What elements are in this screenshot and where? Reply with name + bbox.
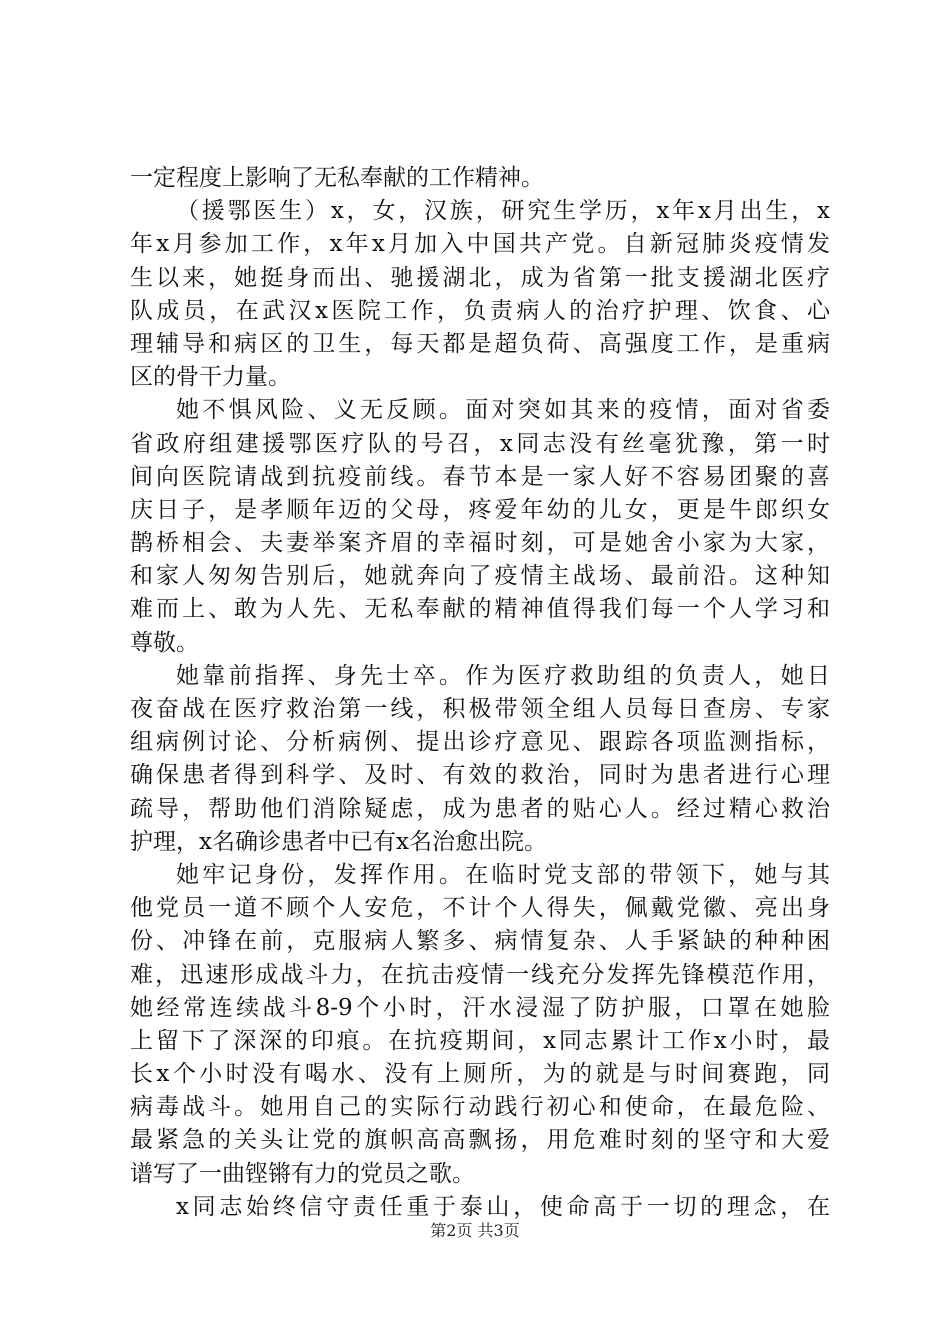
text-line: 理辅导和病区的卫生，每天都是超负荷、高强度工作，是重病	[130, 330, 830, 357]
text-line: 最紧急的关头让党的旗帜高高飘扬，用危难时刻的坚守和大爱	[130, 1127, 830, 1154]
text-line: 上留下了深深的印痕。在抗疫期间，x同志累计工作x小时，最	[130, 1027, 830, 1054]
text-line: 长x个小时没有喝水、没有上厕所，为的就是与时间赛跑，同	[130, 1061, 830, 1088]
text-line: 疏导，帮助他们消除疑虑，成为患者的贴心人。经过精心救治	[130, 795, 830, 822]
text-line: 份、冲锋在前，克服病人繁多、病情复杂、人手紧缺的种种困	[130, 928, 830, 955]
paragraph-start-line: （援鄂医生）x，女，汉族，研究生学历，x年x月出生，x	[176, 198, 830, 225]
text-line: 队成员，在武汉x医院工作，负责病人的治疗护理、饮食、心	[130, 297, 830, 324]
text-line: 年x月参加工作，x年x月加入中国共产党。自新冠肺炎疫情发	[130, 231, 830, 258]
text-line: 确保患者得到科学、及时、有效的救治，同时为患者进行心理	[130, 762, 830, 789]
text-line: 一定程度上影响了无私奉献的工作精神。	[130, 165, 544, 191]
text-line: 庆日子，是孝顺年迈的父母，疼爱年幼的儿女，更是牛郎织女	[130, 496, 830, 523]
text-line: 生以来，她挺身而出、驰援湖北，成为省第一批支援湖北医疗	[130, 264, 830, 291]
text-line: 组病例讨论、分析病例、提出诊疗意见、跟踪各项监测指标，	[130, 729, 830, 756]
paragraph-start-line: 她靠前指挥、身先士卒。作为医疗救助组的负责人，她日	[176, 662, 830, 689]
text-line: 区的骨干力量。	[130, 364, 291, 391]
document-body	[130, 162, 830, 1224]
text-line: 尊敬。	[130, 629, 199, 656]
text-line: 省政府组建援鄂医疗队的号召，x同志没有丝毫犹豫，第一时	[130, 430, 830, 457]
text-line: 间向医院请战到抗疫前线。春节本是一家人好不容易团聚的喜	[130, 463, 830, 490]
text-line: 她经常连续战斗8-9个小时，汗水浸湿了防护服，口罩在她脸	[130, 994, 830, 1021]
text-line: 病毒战斗。她用自己的实际行动践行初心和使命，在最危险、	[130, 1094, 830, 1121]
text-line: 他党员一道不顾个人安危，不计个人得失，佩戴党徽、亮出身	[130, 895, 830, 922]
text-line: 鹊桥相会、夫妻举案齐眉的幸福时刻，可是她舍小家为大家，	[130, 530, 830, 557]
text-line: 和家人匆匆告别后，她就奔向了疫情主战场、最前沿。这种知	[130, 563, 830, 590]
text-line: 谱写了一曲铿锵有力的党员之歌。	[130, 1160, 475, 1187]
paragraph-start-line: 她牢记身份，发挥作用。在临时党支部的带领下，她与其	[176, 861, 830, 888]
text-line: 难而上、敢为人先、无私奉献的精神值得我们每一个人学习和	[130, 596, 830, 623]
text-line: 护理，x名确诊患者中已有x名治愈出院。	[130, 828, 547, 855]
paragraph-start-line: x同志始终信守责任重于泰山，使命高于一切的理念，在	[176, 1193, 830, 1220]
text-line: 难，迅速形成战斗力，在抗击疫情一线充分发挥先锋模范作用，	[130, 961, 830, 988]
paragraph-start-line: 她不惧风险、义无反顾。面对突如其来的疫情，面对省委	[176, 397, 830, 424]
page-footer: 第2页 共3页	[430, 1221, 520, 1240]
text-line: 夜奋战在医疗救治第一线，积极带领全组人员每日查房、专家	[130, 696, 830, 722]
